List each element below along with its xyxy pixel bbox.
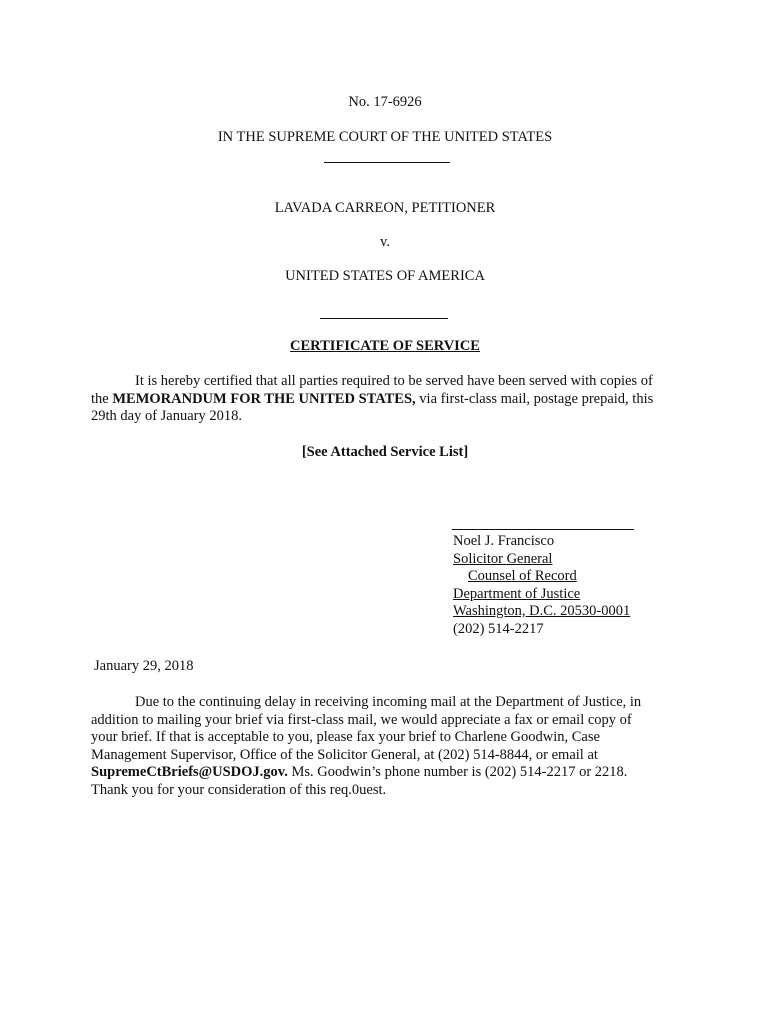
notice-paragraph	[91, 694, 691, 799]
memorandum-title: MEMORANDUM FOR THE UNITED STATES,	[112, 390, 416, 407]
court-name: IN THE SUPREME COURT OF THE UNITED STATES	[217, 129, 553, 145]
versus-line: v.	[380, 234, 390, 250]
caption-divider-top	[324, 162, 450, 163]
signature-block	[453, 533, 630, 638]
signer-title: Solicitor General	[453, 550, 553, 567]
certificate-line-2-suffix: via first-class mail, postage prepaid, this	[415, 390, 654, 407]
respondent-line: UNITED STATES OF AMERICA	[285, 268, 485, 284]
service-list-note: [See Attached Service List]	[301, 444, 469, 460]
signer-address: Washington, D.C. 20530-0001	[453, 603, 631, 619]
briefs-email-address: SupremeCtBriefs@USDOJ.gov.	[91, 764, 288, 780]
signer-name: Noel J. Francisco	[453, 533, 555, 549]
signer-department: Department of Justice	[453, 585, 581, 602]
certificate-line-2-prefix: the	[91, 390, 113, 407]
notice-line-6: Thank you for your consideration of this req.0uest.	[91, 781, 387, 798]
certificate-line-1: It is hereby certified that all parties required to be served have been served with copies of	[135, 373, 653, 389]
certificate-heading: CERTIFICATE OF SERVICE	[290, 338, 480, 354]
document-date: January 29, 2018	[94, 658, 194, 674]
caption-divider-bottom	[320, 318, 448, 319]
notice-line-3: your brief. If that is acceptable to you, please fax your brief to Charlene Goodwin, Case	[91, 729, 600, 745]
docket-number: No. 17-6926	[348, 94, 422, 110]
certificate-line-3: 29th day of January 2018.	[91, 408, 243, 424]
notice-line-5-suffix: Ms. Goodwin’s phone number is (202) 514-2217 or 2218.	[287, 764, 628, 780]
notice-line-2: addition to mailing your brief via first-class mail, we would appreciate a fax or email copy of	[91, 711, 632, 728]
certificate-paragraph	[91, 373, 691, 426]
signer-role: Counsel of Record	[468, 568, 577, 584]
notice-line-4: Management Supervisor, Office of the Solicitor General, at (202) 514-8844, or email at	[91, 746, 598, 763]
signature-line	[452, 529, 634, 530]
notice-line-1: Due to the continuing delay in receiving incoming mail at the Department of Justice, in	[135, 694, 642, 710]
petitioner-line: LAVADA CARREON, PETITIONER	[274, 200, 496, 216]
certificate-line-2	[91, 391, 691, 409]
signer-phone: (202) 514-2217	[453, 620, 544, 637]
notice-line-5	[91, 764, 691, 782]
